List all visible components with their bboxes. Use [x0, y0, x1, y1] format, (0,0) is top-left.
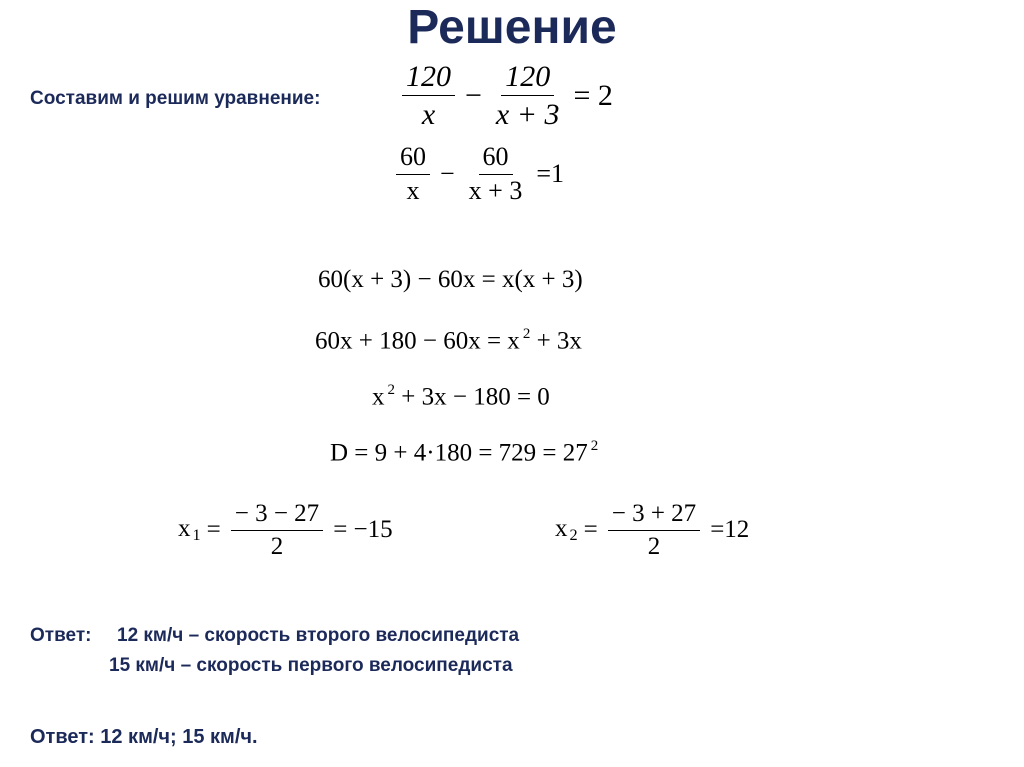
equals-sign: = [583, 516, 598, 543]
denominator: x [406, 175, 420, 205]
subscript: 2 [569, 525, 578, 544]
eq5-part-b: + 3x − 180 = 0 [395, 383, 550, 411]
page-title: Решение [407, 1, 617, 54]
equation-4 [315, 326, 582, 356]
minus-sign: − [440, 159, 455, 189]
final-answer: Ответ: 12 км/ч; 15 км/ч. [30, 726, 258, 748]
answer-line-1: 12 км/ч – скорость второго велосипедиста [117, 625, 520, 646]
equation-6 [330, 438, 598, 468]
result: = −15 [333, 516, 393, 543]
eq6-part-a: D = 9 + 4·180 = 729 = 27 [330, 439, 588, 467]
denominator: x + 3 [468, 175, 523, 205]
root-x2 [555, 500, 755, 560]
rhs: = 2 [573, 78, 613, 112]
denominator: 2 [270, 532, 284, 560]
result: =12 [710, 516, 750, 543]
denominator: x [421, 98, 436, 131]
answer-label: Ответ: [30, 625, 92, 646]
equation-1 [398, 60, 619, 131]
eq4-part-a: 60x + 180 − 60x = x [315, 327, 520, 355]
variable: x [178, 515, 191, 543]
exponent: 2 [387, 382, 395, 398]
eq5-part-a: x [372, 383, 385, 411]
eq4-part-b: + 3x [530, 327, 582, 355]
intro-text: Составим и решим уравнение: [30, 88, 321, 109]
numerator: 60 [479, 143, 513, 175]
numerator: − 3 + 27 [608, 500, 700, 531]
numerator: 120 [402, 60, 455, 96]
denominator: 2 [647, 532, 661, 560]
equals-sign: = [206, 516, 221, 543]
answer-line-2: 15 км/ч – скорость первого велосипедиста [109, 655, 513, 676]
equation-3: 60(x + 3) − 60x = x(x + 3) [318, 266, 583, 293]
exponent: 2 [590, 438, 599, 454]
minus-sign: − [465, 78, 482, 112]
denominator: x + 3 [495, 98, 560, 131]
numerator: 60 [396, 143, 430, 175]
subscript: 1 [192, 525, 201, 544]
equation-2 [392, 143, 570, 205]
root-x1 [178, 500, 399, 560]
rhs: =1 [536, 159, 565, 189]
exponent: 2 [522, 326, 531, 342]
equation-5 [372, 382, 550, 412]
numerator: − 3 − 27 [231, 500, 323, 531]
numerator: 120 [501, 60, 554, 96]
variable: x [555, 515, 568, 543]
